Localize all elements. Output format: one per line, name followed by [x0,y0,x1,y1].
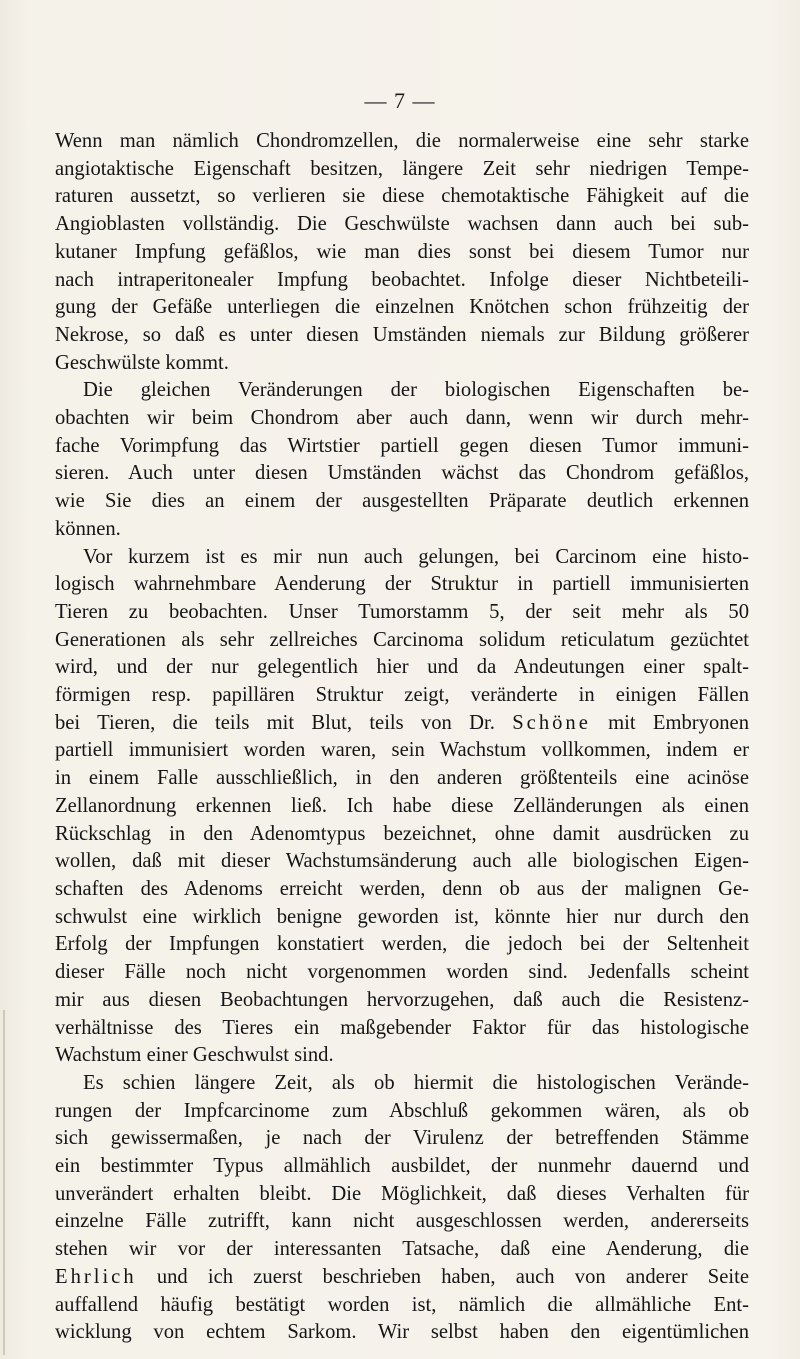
text-line: Vor kurzem ist es mir nun auch gelungen, bei Carcinom eine histo- [83,545,749,568]
text-line: schaften des Adenoms erreicht werden, denn ob aus der malignen Ge- [55,877,749,900]
text-line: verhältnisse des Tieres ein maßgebender Faktor für das histologische [55,1016,749,1039]
text-line: sieren. Auch unter diesen Umständen wächst das Chondrom gefäßlos, [55,462,749,485]
text-line: sich gewissermaßen, je nach der Virulenz der betreffenden Stämme [55,1127,749,1150]
text-line: wicklung von echtem Sarkom. Wir selbst haben den eigentümlichen [55,1321,749,1344]
text-line: raturen aussetzt, so verlieren sie diese chemotaktische Fähigkeit auf die [55,185,749,208]
body-text [55,128,749,1347]
text-line: nach intraperitonealer Impfung beobachtet. Infolge dieser Nichtbeteili- [55,268,749,291]
text-line: partiell immunisiert worden waren, sein Wachstum vollkommen, indem er [55,739,749,762]
text-line [55,1264,749,1292]
text-line: ein bestimmter Typus allmählich ausbildet, der nunmehr dauernd und [55,1155,749,1178]
text-line: Es schien längere Zeit, als ob hiermit die histologischen Verände- [83,1071,749,1094]
text-fragment: und ich zuerst beschrieben haben, auch von anderer Seite [136,1265,749,1288]
text-line: gung der Gefäße unterliegen die einzelnen Knötchen schon frühzeitig der [55,296,749,319]
text-line: können. [55,517,121,540]
author-name: Ehrlich [55,1265,137,1288]
text-line: Generationen als sehr zellreiches Carcinoma solidum reticulatum gezüchtet [55,628,749,651]
text-line: Zellanordnung erkennen ließ. Ich habe diese Zelländerungen als einen [55,794,749,817]
text-line: wird, und der nur gelegentlich hier und da Andeutungen einer spalt- [55,656,749,679]
page-number: — 7 — [364,88,436,113]
text-line: Nekrose, so daß es unter diesen Umständen niemals zur Bildung größerer [55,323,749,346]
text-line: einzelne Fälle zutrifft, kann nicht ausgeschlossen werden, andererseits [55,1210,749,1233]
text-line: Wachstum einer Geschwulst sind. [55,1044,334,1067]
text-line: rungen der Impfcarcinome zum Abschluß gekommen wären, als ob [55,1099,749,1122]
text-fragment: mit Embryonen [590,711,749,734]
text-line: Geschwülste kommt. [55,351,229,374]
text-line: wollen, daß mit dieser Wachstumsänderung auch alle biologischen Eigen- [55,850,749,873]
text-line: Tieren zu beobachten. Unser Tumorstamm 5, der seit mehr als 50 [55,600,749,623]
text-line: in einem Falle ausschließlich, in den anderen größtenteils eine acinöse [55,767,749,790]
text-line: Angioblasten vollständig. Die Geschwülste wachsen dann auch bei sub- [55,213,749,236]
text-line: stehen wir vor der interessanten Tatsache, daß eine Aenderung, die [55,1238,749,1261]
text-line: obachten wir beim Chondrom aber auch dann, wenn wir durch mehr- [55,407,749,430]
text-line [55,710,749,738]
text-line: kutaner Impfung gefäßlos, wie man dies sonst bei diesem Tumor nur [55,240,749,263]
text-line: förmigen resp. papillären Struktur zeigt, veränderte in einigen Fällen [55,684,749,707]
text-line: wie Sie dies an einem der ausgestellten Präparate deutlich erkennen [55,490,749,513]
text-line: schwulst eine wirklich benigne geworden ist, könnte hier nur durch den [55,905,749,928]
text-line: Wenn man nämlich Chondromzellen, die normalerweise eine sehr starke [55,130,749,152]
text-line: dieser Fälle noch nicht vorgenommen worden sind. Jedenfalls scheint [55,961,749,984]
text-line: Erfolg der Impfungen konstatiert werden, die jedoch bei der Seltenheit [55,933,749,956]
text-line: angiotaktische Eigenschaft besitzen, längere Zeit sehr niedrigen Tempe- [55,157,749,180]
text-line: auffallend häufig bestätigt worden ist, nämlich die allmähliche Ent- [55,1293,749,1316]
text-line: unverändert erhalten bleibt. Die Möglichkeit, daß dieses Verhalten für [55,1182,749,1205]
text-line: Die gleichen Veränderungen der biologischen Eigenschaften be- [83,379,749,402]
text-line: logisch wahrnehmbare Aenderung der Struktur in partiell immunisierten [55,573,749,596]
author-name: Schöne [512,711,591,734]
text-line: Rückschlag in den Adenomtypus bezeichnet, ohne damit ausdrücken zu [55,822,749,845]
text-line: mir aus diesen Beobachtungen hervorzugehen, daß auch die Resistenz- [55,988,749,1011]
text-fragment: bei Tieren, die teils mit Blut, teils von Dr. [55,711,513,734]
text-line: fache Vorimpfung das Wirtstier partiell gegen diesen Tumor immuni- [55,434,749,457]
page-edge-shadow [3,1010,5,1355]
